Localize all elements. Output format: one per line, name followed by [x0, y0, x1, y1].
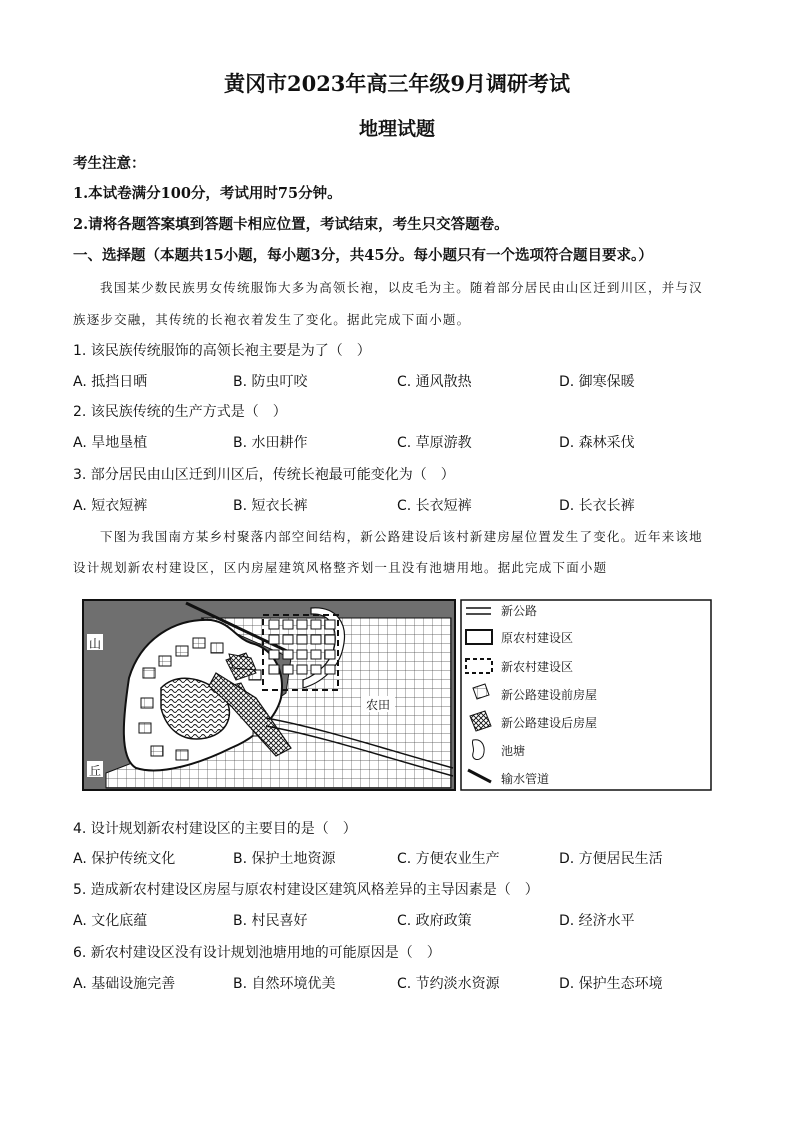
question-4-stem: 4. 设计规划新农村建设区的主要目的是（ ） — [73, 821, 357, 837]
farmland-label: 农田 — [366, 698, 391, 712]
map-legend — [461, 600, 711, 790]
option-c[interactable]: C. 节约淡水资源 — [397, 976, 500, 992]
option-b[interactable]: B. 短衣长裤 — [233, 498, 308, 514]
hill-label: 丘 — [89, 764, 102, 778]
option-a[interactable]: A. 抵挡日晒 — [73, 374, 148, 390]
exam-title: 黄冈市2023年高三年级9月调研考试 — [223, 71, 571, 96]
option-a[interactable]: A. 文化底蕴 — [73, 913, 148, 929]
option-c[interactable]: C. 方便农业生产 — [397, 851, 500, 867]
option-a[interactable]: A. 基础设施完善 — [73, 976, 176, 992]
option-c[interactable]: C. 长衣短裤 — [397, 498, 472, 514]
notice-heading: 考生注意： — [73, 155, 146, 172]
map-panel — [83, 600, 455, 790]
exam-subject: 地理试题 — [358, 118, 435, 140]
option-b[interactable]: B. 保护土地资源 — [233, 851, 336, 867]
village-structure-map — [81, 598, 714, 794]
option-d[interactable]: D. 经济水平 — [559, 913, 635, 929]
option-c[interactable]: C. 政府政策 — [397, 913, 472, 929]
dashed-box-icon — [466, 659, 492, 673]
option-b[interactable]: B. 自然环境优美 — [233, 976, 336, 992]
legend-original-area-label: 原农村建设区 — [501, 631, 574, 645]
question-6-stem: 6. 新农村建设区没有设计规划池塘用地的可能原因是（ ） — [73, 945, 441, 961]
question-1-stem: 1. 该民族传统服饰的高领长袍主要是为了（ ） — [73, 343, 371, 359]
pond-icon — [472, 740, 484, 760]
option-b[interactable]: B. 村民喜好 — [233, 913, 308, 929]
option-b[interactable]: B. 防虫叮咬 — [233, 374, 308, 390]
legend-road-label: 新公路 — [501, 604, 538, 618]
option-d[interactable]: D. 森林采伐 — [559, 435, 635, 451]
legend-pipe-label: 输水管道 — [501, 772, 550, 786]
question-2-stem: 2. 该民族传统的生产方式是（ ） — [73, 404, 287, 420]
legend-pond-label: 池塘 — [501, 744, 526, 758]
solid-box-icon — [466, 630, 492, 644]
option-d[interactable]: D. 保护生态环境 — [559, 976, 663, 992]
section-heading: 一、选择题（本题共15小题，每小题3分，共45分。每小题只有一个选项符合题目要求。） — [73, 247, 653, 264]
passage-2-line-1: 下图为我国南方某乡村聚落内部空间结构，新公路建设后该村新建房屋位置发生了变化。近年来该地 — [100, 529, 703, 544]
passage-2-line-2: 设计规划新农村建设区，区内房屋建筑风格整齐划一且没有池塘用地。据此完成下面小题 — [73, 560, 608, 575]
legend-old-house-label: 新公路建设前房屋 — [501, 688, 598, 702]
question-3-stem: 3. 部分居民由山区迁到川区后，传统长袍最可能变化为（ ） — [73, 467, 455, 483]
mountain-label: 山 — [89, 637, 102, 651]
option-c[interactable]: C. 通风散热 — [397, 374, 472, 390]
passage-1-line-1: 我国某少数民族男女传统服饰大多为高领长袍，以皮毛为主。随着部分居民由山区迁到川区，并与汉 — [100, 280, 703, 295]
passage-1-line-2: 族逐步交融，其传统的长袍衣着发生了变化。据此完成下面小题。 — [73, 312, 471, 327]
option-a[interactable]: A. 短衣短裤 — [73, 498, 148, 514]
notice-item-2: 2.请将各题答案填到答题卡相应位置，考试结束，考生只交答题卷。 — [73, 216, 509, 233]
legend-new-house-label: 新公路建设后房屋 — [501, 716, 598, 730]
option-b[interactable]: B. 水田耕作 — [233, 435, 308, 451]
question-5-stem: 5. 造成新农村建设区房屋与原农村建设区建筑风格差异的主导因素是（ ） — [73, 882, 539, 898]
legend-new-area-label: 新农村建设区 — [501, 660, 574, 674]
option-a[interactable]: A. 保护传统文化 — [73, 851, 176, 867]
option-d[interactable]: D. 御寒保暖 — [559, 374, 635, 390]
option-c[interactable]: C. 草原游教 — [397, 435, 472, 451]
notice-item-1: 1.本试卷满分100分，考试用时75分钟。 — [73, 185, 342, 202]
option-d[interactable]: D. 长衣长裤 — [559, 498, 635, 514]
option-a[interactable]: A. 旱地垦植 — [73, 435, 148, 451]
option-d[interactable]: D. 方便居民生活 — [559, 851, 663, 867]
